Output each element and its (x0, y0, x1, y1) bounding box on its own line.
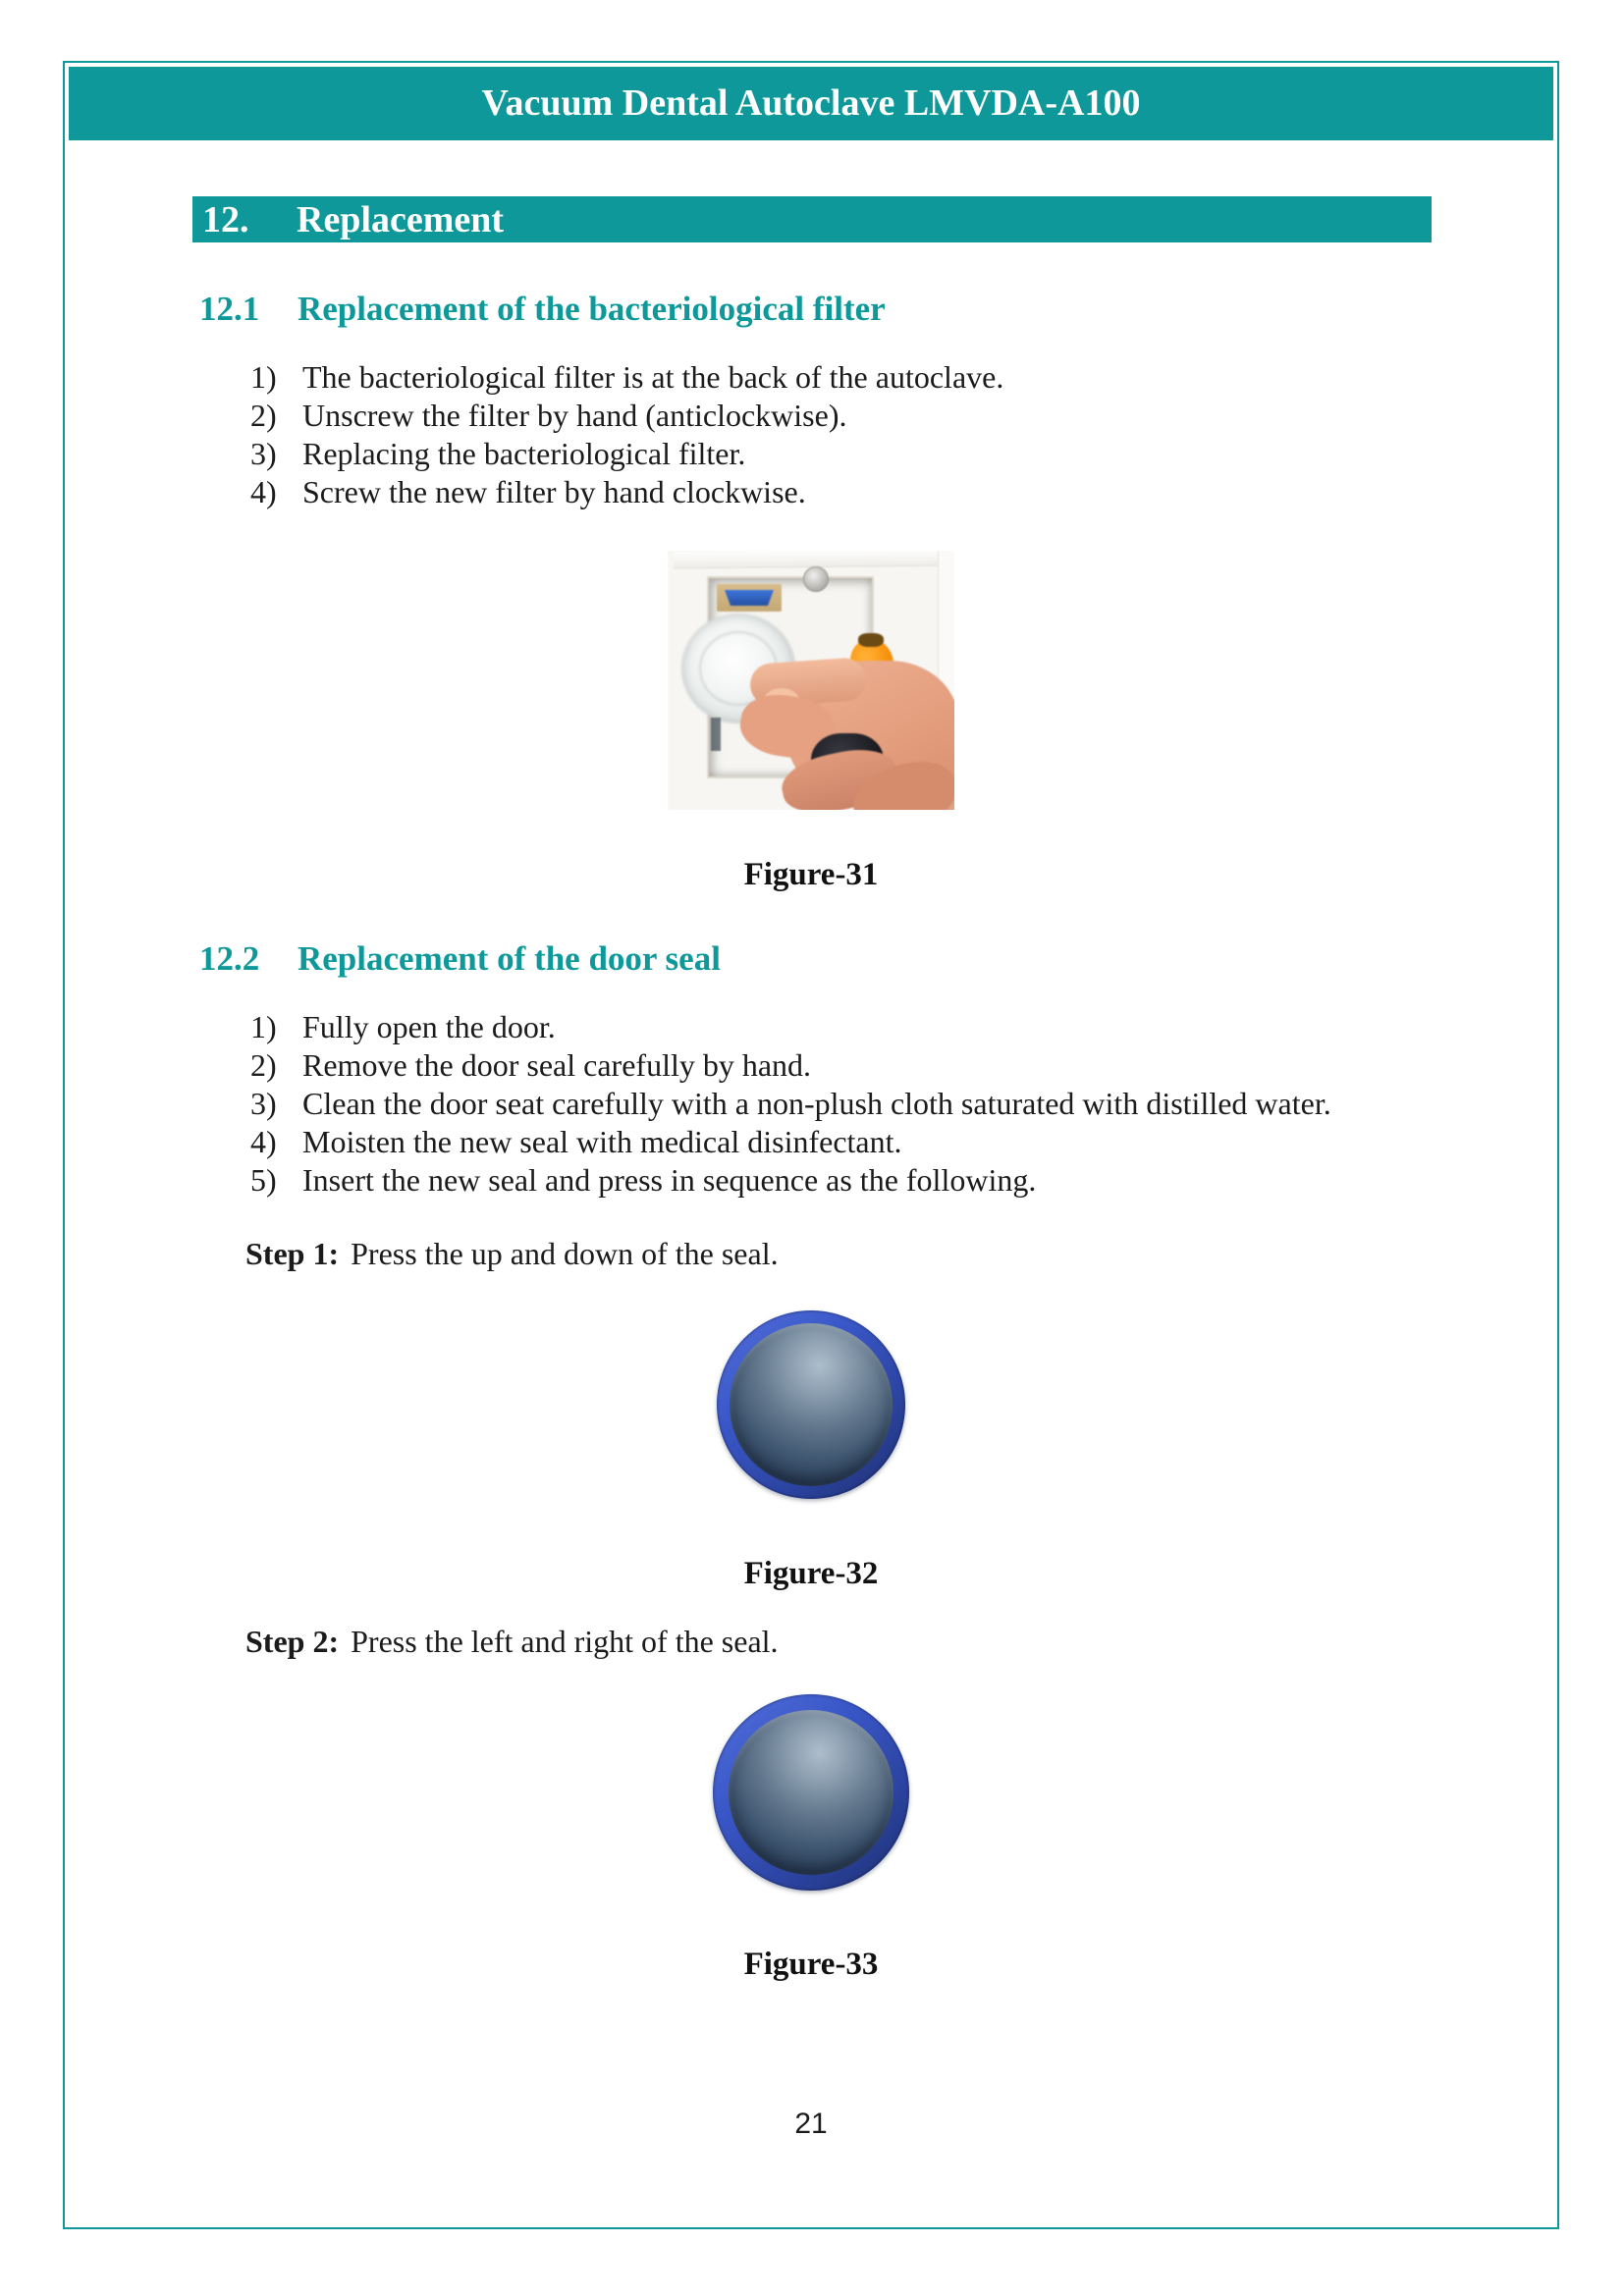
seal-dome (730, 1323, 893, 1486)
list-item-number: 1) (250, 359, 277, 395)
list-item-number: 2) (250, 1047, 277, 1083)
figure-33-caption: Figure-33 (743, 1947, 879, 1982)
list-item-text: Clean the door seat carefully with a non-plush cloth saturated with distilled water. (302, 1086, 1331, 1121)
list-item-text: Insert the new seal and press in sequence as the following. (302, 1162, 1037, 1198)
list-item (250, 473, 1557, 511)
panel-screw (803, 566, 829, 592)
list-item (250, 1008, 1557, 1046)
list-item (250, 358, 1557, 397)
list-item (250, 435, 1557, 473)
document-title: Vacuum Dental Autoclave LMVDA-A100 (481, 82, 1141, 124)
list-item-text: Moisten the new seal with medical disinfectant. (302, 1124, 902, 1159)
subsection-12-1-heading (199, 290, 1557, 329)
subsection-number: 12.1 (199, 290, 260, 328)
list-item-number: 5) (250, 1162, 277, 1198)
subsection-title: Replacement of the bacteriological filter (298, 290, 886, 328)
step-2-label: Step 2: (245, 1624, 340, 1659)
list-item-text: Remove the door seal carefully by hand. (302, 1047, 812, 1083)
step-1-line (245, 1235, 1557, 1273)
list-item-text: The bacteriological filter is at the back of the autoclave. (302, 359, 1004, 395)
subsection-number: 12.2 (199, 939, 260, 978)
panel-top-edge (674, 551, 947, 568)
step-2-line (245, 1623, 1557, 1661)
page-number: 21 (794, 2108, 828, 2140)
section-12-header-bar (192, 196, 1432, 242)
step-2-text: Press the left and right of the seal. (351, 1624, 779, 1659)
list-item (250, 1046, 1557, 1085)
subsection-12-2-heading (199, 939, 1557, 979)
list-item-number: 4) (250, 474, 277, 509)
door-seal-image-figure-33 (713, 1694, 909, 1891)
list-item (250, 397, 1557, 435)
page-header-banner (69, 67, 1553, 140)
subsection-title: Replacement of the door seal (298, 939, 721, 978)
step-1-text: Press the up and down of the seal. (351, 1236, 779, 1271)
vga-connector (725, 590, 774, 606)
figure-31-photo-content (668, 551, 954, 810)
list-item-text: Screw the new filter by hand clockwise. (302, 474, 806, 509)
bacteriological-filter-steps-list (250, 358, 1557, 511)
list-item-text: Replacing the bacteriological filter. (302, 436, 746, 471)
page-border-box (63, 61, 1559, 2229)
figure-31-caption: Figure-31 (743, 857, 879, 892)
list-item-text: Fully open the door. (302, 1009, 556, 1044)
section-number: 12. (202, 198, 249, 240)
list-item-text: Unscrew the filter by hand (anticlockwise). (302, 398, 847, 433)
list-item-number: 3) (250, 436, 277, 471)
list-item (250, 1085, 1557, 1123)
section-title: Replacement (297, 198, 505, 240)
figure-32-caption: Figure-32 (743, 1556, 879, 1591)
seal-dome (729, 1710, 893, 1875)
door-seal-image-figure-32 (717, 1310, 905, 1499)
door-seal-steps-list (250, 1008, 1557, 1200)
step-1-label: Step 1: (245, 1236, 340, 1271)
list-item-number: 1) (250, 1009, 277, 1044)
list-item (250, 1123, 1557, 1161)
list-item (250, 1161, 1557, 1200)
list-item-number: 2) (250, 398, 277, 433)
compartment-slot-shadow (711, 718, 721, 751)
list-item-number: 4) (250, 1124, 277, 1159)
list-item-number: 3) (250, 1086, 277, 1121)
figure-31-photo (668, 551, 954, 810)
